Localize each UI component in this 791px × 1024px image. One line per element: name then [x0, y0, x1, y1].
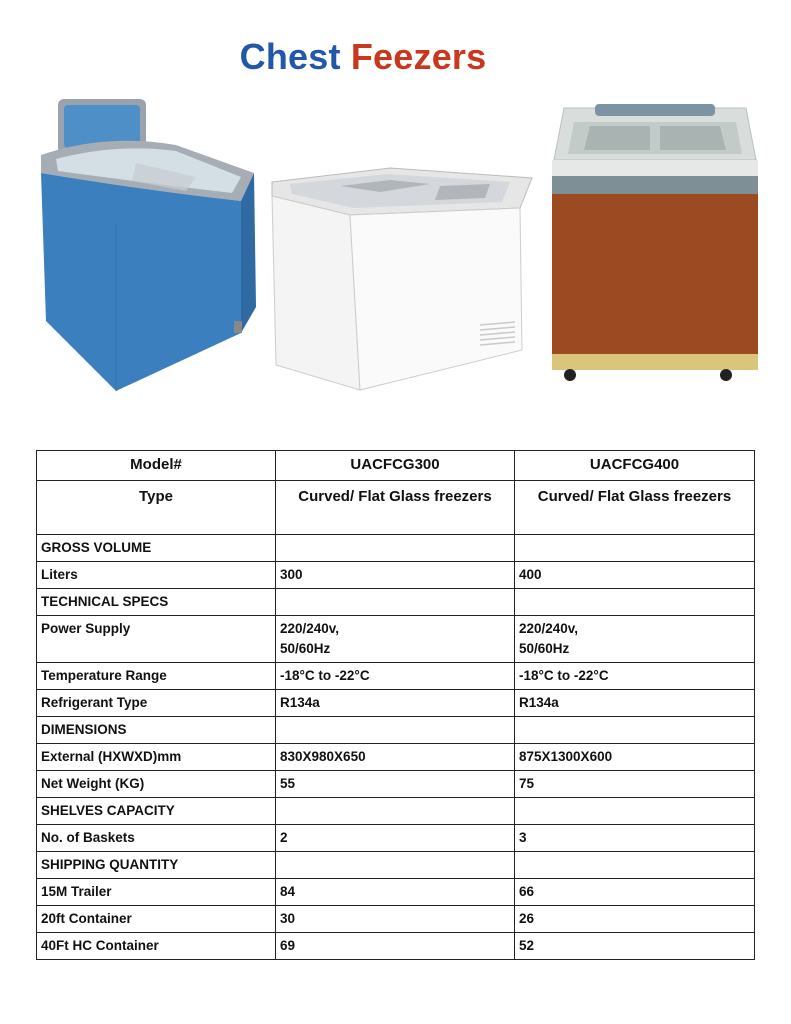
- value-cell-model-1: 2: [276, 825, 515, 852]
- value-cell-model-2: [515, 616, 755, 663]
- row-label-cell: 40Ft HC Container: [37, 933, 276, 960]
- table-row: [37, 933, 755, 960]
- value-cell-model-2: [515, 535, 755, 562]
- value-cell-model-1: -18°C to -22°C: [276, 663, 515, 690]
- header-cell-model-1: UACFCG300: [276, 451, 515, 481]
- table-row: [37, 663, 755, 690]
- spec-table: [36, 450, 755, 960]
- value-cell-model-1: [276, 852, 515, 879]
- table-row: [37, 562, 755, 589]
- row-label-cell: 15M Trailer: [37, 879, 276, 906]
- value-cell-model-1: [276, 535, 515, 562]
- value-cell-model-2: [515, 852, 755, 879]
- row-label-cell: 20ft Container: [37, 906, 276, 933]
- value-cell-model-1: R134a: [276, 690, 515, 717]
- row-label-cell: Power Supply: [37, 616, 276, 663]
- section-label-cell: SHELVES CAPACITY: [37, 798, 276, 825]
- value-cell-model-2: -18°C to -22°C: [515, 663, 755, 690]
- table-section-row: [37, 798, 755, 825]
- value-cell-model-1-line: 220/240v,: [280, 621, 340, 636]
- table-section-row: [37, 717, 755, 744]
- header-cell-model-2: UACFCG400: [515, 451, 755, 481]
- value-cell-model-2: 26: [515, 906, 755, 933]
- value-cell-model-2: 3: [515, 825, 755, 852]
- table-header-row: [37, 451, 755, 481]
- value-cell-model-1: [276, 798, 515, 825]
- product-image-blue-freezer: [36, 93, 258, 393]
- value-cell-model-2: 52: [515, 933, 755, 960]
- product-image-white-freezer: [270, 160, 534, 392]
- row-label-cell: Net Weight (KG): [37, 771, 276, 798]
- type-label-cell: Type: [37, 481, 276, 535]
- value-cell-model-1: 84: [276, 879, 515, 906]
- type-cell-1: Curved/ Flat Glass freezers: [276, 481, 515, 535]
- table-section-row: [37, 852, 755, 879]
- section-label-cell: TECHNICAL SPECS: [37, 589, 276, 616]
- value-cell-model-2: [515, 717, 755, 744]
- type-cell-2: Curved/ Flat Glass freezers: [515, 481, 755, 535]
- page-title: [0, 36, 726, 78]
- value-cell-model-1: 300: [276, 562, 515, 589]
- table-section-row: [37, 535, 755, 562]
- table-type-row: [37, 481, 755, 535]
- value-cell-model-2: 400: [515, 562, 755, 589]
- table-row: [37, 879, 755, 906]
- section-label-cell: SHIPPING QUANTITY: [37, 852, 276, 879]
- value-cell-model-1: 69: [276, 933, 515, 960]
- value-cell-model-2: [515, 798, 755, 825]
- value-cell-model-1: 55: [276, 771, 515, 798]
- value-cell-model-1: 830X980X650: [276, 744, 515, 771]
- table-row: [37, 825, 755, 852]
- value-cell-model-2-line: 220/240v,: [519, 621, 579, 636]
- value-cell-model-1: [276, 717, 515, 744]
- table-row: [37, 690, 755, 717]
- value-cell-model-2: 875X1300X600: [515, 744, 755, 771]
- section-label-cell: DIMENSIONS: [37, 717, 276, 744]
- value-cell-model-1: [276, 616, 515, 663]
- value-cell-model-2: 66: [515, 879, 755, 906]
- row-label-cell: External (HXWXD)mm: [37, 744, 276, 771]
- value-cell-model-2: [515, 589, 755, 616]
- section-label-cell: GROSS VOLUME: [37, 535, 276, 562]
- row-label-cell: Refrigerant Type: [37, 690, 276, 717]
- value-cell-model-1: [276, 589, 515, 616]
- header-cell-model: Model#: [37, 451, 276, 481]
- row-label-cell: No. of Baskets: [37, 825, 276, 852]
- value-cell-model-2: R134a: [515, 690, 755, 717]
- table-row: [37, 616, 755, 663]
- value-cell-model-1: 30: [276, 906, 515, 933]
- row-label-cell: Temperature Range: [37, 663, 276, 690]
- table-row: [37, 771, 755, 798]
- title-word-1: Chest: [239, 36, 341, 77]
- value-cell-model-2: 75: [515, 771, 755, 798]
- product-image-brown-freezer: [550, 100, 760, 385]
- title-word-2: Feezers: [350, 36, 487, 77]
- table-section-row: [37, 589, 755, 616]
- row-label-cell: Liters: [37, 562, 276, 589]
- value-cell-model-1-line: 50/60Hz: [280, 641, 331, 656]
- table-row: [37, 744, 755, 771]
- table-row: [37, 906, 755, 933]
- value-cell-model-2-line: 50/60Hz: [519, 641, 570, 656]
